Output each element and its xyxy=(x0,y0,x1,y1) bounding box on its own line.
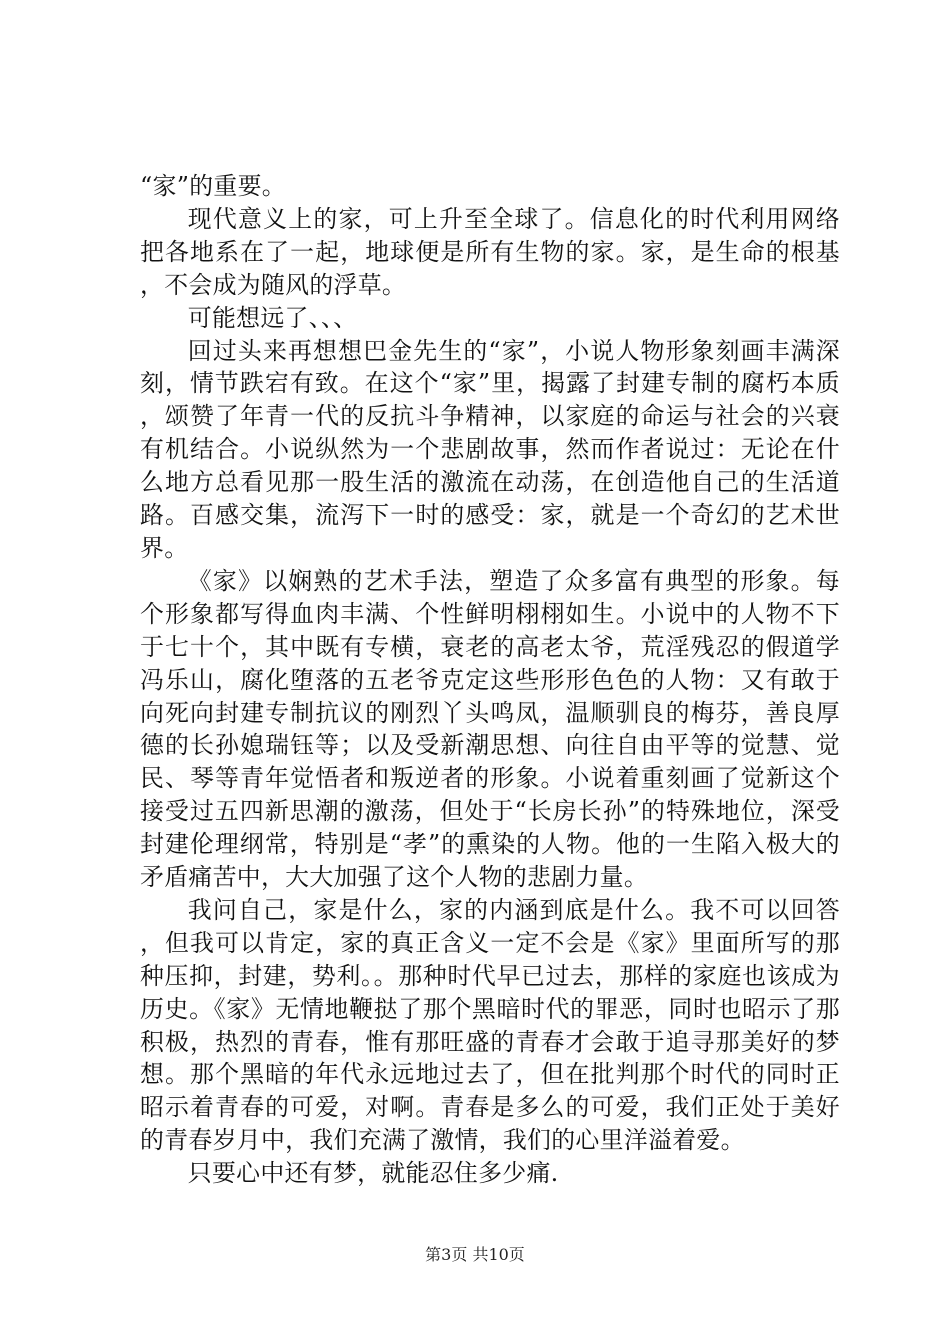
paragraph: 现代意义上的家，可上升至全球了。信息化的时代利用网络把各地系在了一起，地球便是所有生物的家。家，是生命的根基，不会成为随风的浮草。 xyxy=(140,204,840,299)
paragraph: 回过头来再想想巴金先生的“家”，小说人物形象刻画丰满深刻，情节跌宕有致。在这个“家”里，揭露了封建专制的腐朽本质，颂赞了年青一代的反抗斗争精神，以家庭的命运与社会的兴衰有机结合。小说纵然为一个悲剧故事，然而作者说过：无论在什么地方总看见那一股生活的激流在动荡，在创造他自己的生活道路。百感交集，流泻下一时的感受：家，就是一个奇幻的艺术世界。 xyxy=(140,336,840,562)
paragraph: 可能想远了、、、 xyxy=(187,303,358,332)
paragraph: 只要心中还有梦，就能忍住多少痛. xyxy=(187,1159,559,1188)
paragraph: 我问自己，家是什么，家的内涵到底是什么。我不可以回答，但我可以肯定，家的真正含义一定不会是《家》里面所写的那种压抑，封建，势利。。那种时代早已过去，那样的家庭也该成为历史。《家》无情地鞭挞了那个黑暗时代的罪恶，同时也昭示了那积极，热烈的青春，惟有那旺盛的青春才会敢于追寻那美好的梦想。那个黑暗的年代永远地过去了，但在批判那个时代的同时正昭示着青春的可爱，对啊。青春是多么的可爱，我们正处于美好的青春岁月中，我们充满了激情，我们的心里洋溢着爱。 xyxy=(140,895,840,1155)
paragraph: 《家》以娴熟的艺术手法，塑造了众多富有典型的形象。每个形象都写得血肉丰满、个性鲜明栩栩如生。小说中的人物不下于七十个，其中既有专横，衰老的高老太爷，荒淫残忍的假道学冯乐山，腐化堕落的五老爷克定这些形形色色的人物：又有敢于向死向封建专制抗议的刚烈丫头鸣凤，温顺驯良的梅芬，善良厚德的长孙媳瑞钰等；以及受新潮思想、向往自由平等的觉慧、觉民、琴等青年觉悟者和叛逆者的形象。小说着重刻画了觉新这个接受过五四新思潮的激荡，但处于“长房长孙”的特殊地位，深受封建伦理纲常，特别是“孝”的熏染的人物。他的一生陷入极大的矛盾痛苦中，大大加强了这个人物的悲剧力量。 xyxy=(140,566,840,892)
document-body xyxy=(140,170,840,1190)
page-number-footer: 第3页 共10页 xyxy=(425,1245,525,1264)
paragraph-continuation: “家”的重要。 xyxy=(140,172,286,200)
